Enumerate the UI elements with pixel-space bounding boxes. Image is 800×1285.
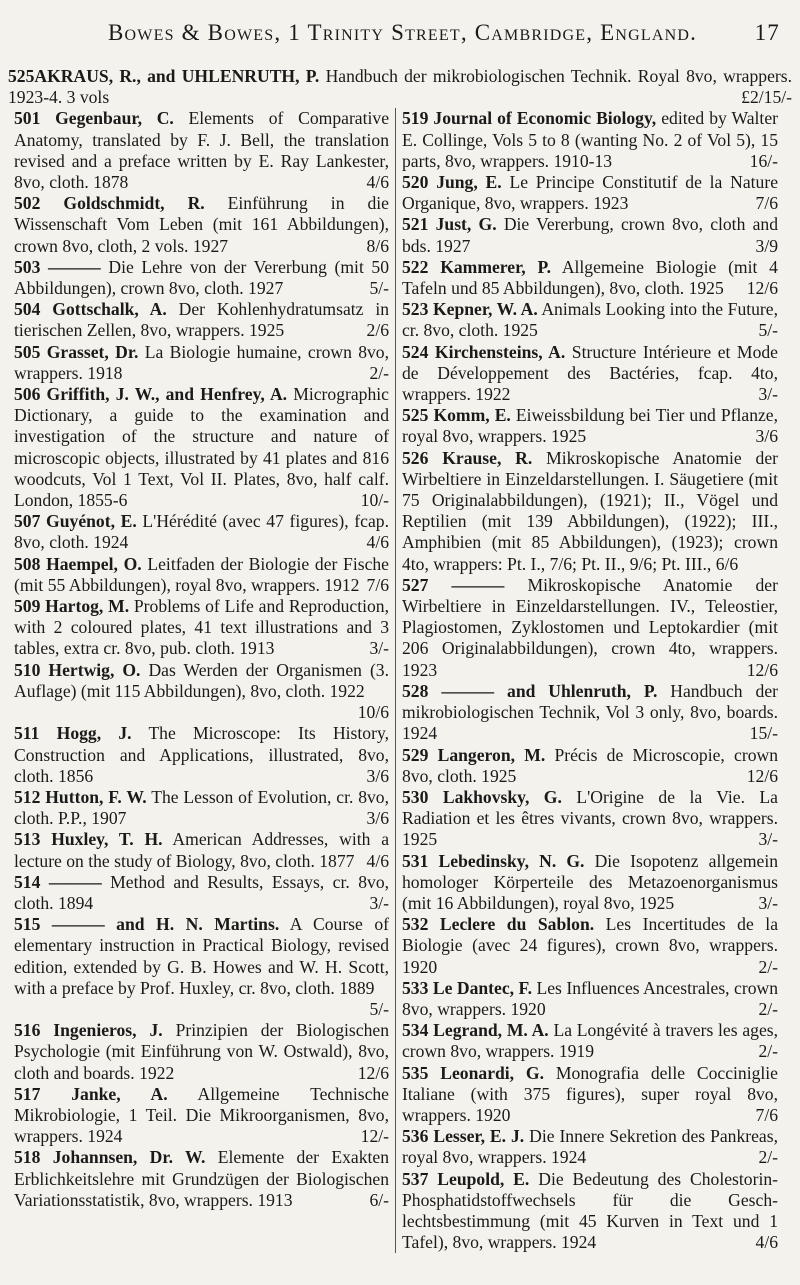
publisher-header: Bowes & Bowes, 1 Trinity Street, Cambridge, England. (108, 20, 698, 45)
entry-number: 509 (14, 596, 41, 617)
catalogue-entry (402, 448, 778, 575)
entry-text: Animals Looking into the Future, cr. 8vo, cloth. 1925 (402, 299, 778, 341)
entry-number: 524 (402, 341, 429, 362)
entry-text: Die Bedeutung des Cholestorin-Phosphatidstoffwechsels für die Gesch-lechtsbestimmung (mit 45 Kurven in Text und 1 Tafel), 8vo, wrappers. 1924 (402, 1168, 778, 1253)
entry-text: Die Lehre von der Vererbung (mit 50 Abbildungen), crown 8vo, cloth. 1927 (14, 256, 390, 299)
entry-author: Komm, E. (433, 405, 511, 426)
entry-number: 529 (402, 744, 429, 765)
entry-number: 531 (402, 850, 429, 871)
entry-text: Micrographic Dictionary, a guide to the examination and investigation of the structure and nature of microscopic objects, illustrated by 41 plates and 816 woodcuts, Vol 1 Text, Vol II. Plates, 8vo, half calf. London, 1855-6 (14, 384, 389, 511)
entry-author: Haempel, O. (46, 553, 142, 574)
entry-author: KRAUS, R., and UHLENRUTH, P. (47, 66, 320, 86)
catalogue-entry (14, 829, 389, 871)
entry-text: Structure Intérieure et Mode de Développement des Bactéries, fcap. 4to, wrappers. 1922 (402, 341, 778, 405)
entry-author: Gegenbaur, C. (55, 108, 174, 129)
catalogue-entry-wide (8, 66, 792, 108)
entry-author: Krause, R. (442, 447, 533, 468)
entry-author: Just, G. (435, 214, 497, 235)
catalogue-entry (402, 257, 778, 299)
entry-price: 3/9 (755, 235, 778, 256)
catalogue-entry (14, 257, 389, 299)
entry-author: Gottschalk, A. (52, 299, 167, 320)
entry-author: Kirchensteins, A. (434, 341, 566, 362)
entry-price: 12/- (360, 1126, 389, 1147)
entry-text: La Longévité à travers les ages, crown 8vo, wrappers. 1919 (402, 1020, 779, 1062)
entry-price: 3/6 (366, 765, 389, 786)
entry-price: 3/- (369, 892, 389, 913)
entry-text: Problems of Life and Reproduction, with 2 coloured plates, 41 text illustrations and 3 tables, extra cr. 8vo, pub. cloth. 1913 (14, 596, 389, 659)
entry-text: L'Hérédité (avec 47 figures), fcap. 8vo, cloth. 1924 (14, 511, 389, 553)
entry-price: 2/- (758, 998, 778, 1019)
page-number: 17 (754, 20, 780, 45)
entry-number: 512 (14, 786, 41, 807)
entry-number: 507 (14, 511, 41, 532)
entry-text: Elements of Comparative Anatomy, translated by F. J. Bell, the translation revised and a preface written by E. Ray Lankester, 8vo, cloth. 1878 (14, 108, 389, 193)
entry-text: La Biologie humaine, crown 8vo, wrappers. 1918 (14, 341, 389, 383)
catalogue-entry (402, 299, 778, 341)
entry-price: 8/6 (366, 235, 389, 256)
entry-number: 522 (402, 256, 429, 277)
entry-number: 526 (402, 447, 429, 468)
entry-text: Handbuch der mikrobiologischen Technik. Royal 8vo, wrappers. 1923-4. 3 vols (8, 66, 792, 108)
entry-price: 12/6 (746, 765, 778, 786)
entry-price: 3/- (369, 638, 389, 659)
entry-author: ——— and H. N. Martins. (51, 914, 280, 935)
entry-price: 4/6 (755, 1232, 778, 1253)
entry-author: Grasset, Dr. (46, 341, 139, 362)
entry-price: 4/6 (366, 850, 389, 871)
entry-author: Langeron, M. (437, 744, 546, 765)
entry-number: 513 (14, 829, 41, 850)
entry-number: 508 (14, 553, 41, 574)
catalogue-entry (402, 1063, 778, 1127)
entry-price: £2/15/- (741, 87, 792, 108)
entry-number: 527 (402, 574, 429, 595)
catalogue-entry (402, 575, 778, 681)
entry-author: Leclere du Sablon. (439, 914, 595, 935)
entry-price: 12/6 (746, 659, 778, 680)
catalogue-entry (402, 787, 778, 851)
entry-number: 521 (402, 214, 429, 235)
catalogue-entry (402, 108, 778, 172)
catalogue-entry (402, 172, 778, 214)
entry-number: 515 (14, 914, 41, 935)
catalogue-entry (402, 1020, 778, 1062)
entry-number: 525A (8, 66, 48, 86)
catalogue-entry (402, 342, 778, 406)
catalogue-entry (402, 214, 778, 256)
entry-author: ——— and Uhlenruth, P. (441, 680, 658, 701)
entry-text: Das Werden der Organismen (3. Auflage) (mit 115 Abbildungen), 8vo, cloth. 1922 (14, 659, 389, 701)
right-column (396, 108, 784, 1253)
entry-price: 12/6 (357, 1062, 389, 1083)
entry-text: A Course of elementary instruction in Practical Biology, revised edition, extended by G. B. Howes and W. H. Scott, with a preface by Prof. Huxley, cr. 8vo, cloth. 1889 (14, 914, 389, 998)
entry-text: L'Origine de la Vie. La Radiation et les êtres vivants, crown 8vo, wrappers. 1925 (402, 786, 778, 850)
catalogue-entry (14, 596, 389, 660)
entry-author: Leonardi, G. (440, 1062, 545, 1083)
entry-number: 504 (14, 299, 41, 320)
entry-price: 12/6 (746, 278, 778, 299)
entry-number: 518 (14, 1147, 41, 1168)
entry-number: 514 (14, 871, 41, 892)
entry-author: Johannsen, Dr. W. (52, 1147, 206, 1168)
entry-price: 2/6 (366, 320, 389, 341)
entry-text: Précis de Microscopie, crown 8vo, cloth. 1925 (402, 744, 779, 786)
entry-text: Mikroskopische Anatomie der Wirbeltiere in Einzeldarstellungen. IV., Teleostier, Plagiostomen, Zyklostomen und Leptokardier (mit 206 Originalabbildungen), crown 4to, wrappers. 1923 (402, 574, 778, 680)
entry-text: Einführung in die Wissenschaft Vom Leben (mit 161 Abbildungen), crown 8vo, cloth, 2 vols. 1927 (14, 193, 389, 256)
catalogue-entry (402, 914, 778, 978)
entry-number: 528 (402, 680, 429, 701)
entry-number: 537 (402, 1168, 429, 1189)
entry-author: Kammerer, P. (440, 256, 551, 277)
entry-number: 511 (14, 723, 40, 744)
entry-text: Handbuch der mikrobiologischen Technik, Vol 3 only, 8vo, boards. 1924 (402, 680, 778, 744)
catalogue-entry (14, 872, 389, 914)
entry-author: Goldschmidt, R. (63, 193, 205, 214)
entry-price: 5/- (369, 278, 389, 299)
entry-author: ——— (47, 256, 101, 277)
entry-author: Le Dantec, F. (432, 977, 533, 998)
entry-price: 16/- (749, 150, 778, 171)
entry-price: 2/- (758, 1041, 778, 1062)
entry-number: 510 (14, 659, 41, 680)
entry-author: ——— (451, 574, 505, 595)
entry-price: 6/- (369, 1189, 389, 1210)
entry-author: Ingenieros, J. (53, 1020, 163, 1041)
entry-text: The Microscope: Its History, Construction and Applications, illustrated, 8vo, cloth. 1856 (14, 723, 389, 786)
entry-price: 3/- (758, 892, 778, 913)
entry-price: 4/6 (366, 172, 389, 193)
entry-number: 525 (402, 405, 429, 426)
entry-author: Hartog, M. (45, 596, 130, 617)
catalogue-entry (14, 511, 389, 553)
catalogue-entry (14, 342, 389, 384)
entry-author: Kepner, W. A. (432, 299, 538, 320)
entry-number: 505 (14, 341, 41, 362)
entry-price: 10/6 (357, 702, 389, 723)
entry-price: 3/6 (755, 426, 778, 447)
catalogue-entry (14, 299, 389, 341)
entry-text: American Addresses, with a lecture on the study of Biology, 8vo, cloth. 1877 (14, 829, 390, 871)
entry-number: 535 (402, 1062, 429, 1083)
entry-number: 520 (402, 172, 429, 193)
entry-number: 516 (14, 1020, 41, 1041)
entry-author: Janke, A. (71, 1083, 168, 1104)
entry-number: 517 (14, 1083, 41, 1104)
entry-text: Les Influences Ancestrales, crown 8vo, wrappers. 1920 (402, 977, 778, 1019)
entry-text: Les Incertitudes de la Biologie (avec 24 figures), crown 8vo, wrappers. 1920 (402, 914, 779, 977)
catalogue-entry (14, 660, 389, 724)
entry-price: 2/- (758, 1147, 778, 1168)
catalogue-entry (402, 978, 778, 1020)
entry-text: Allgemeine Technische Mikrobiologie, 1 Teil. Die Mikroorganismen, 8vo, wrappers. 1924 (14, 1083, 389, 1147)
entry-author: Hogg, J. (56, 723, 132, 744)
entry-price: 7/6 (366, 574, 389, 595)
catalogue-entry (14, 723, 389, 787)
catalogue-entry (14, 914, 389, 1020)
entry-text: Prinzipien der Biologischen Psychologie (mit Einführung von W. Ostwald), 8vo, cloth and boards. 1922 (14, 1020, 389, 1083)
catalogue-entry (14, 384, 389, 511)
entry-number: 532 (402, 914, 429, 935)
entry-text: Allgemeine Biologie (mit 4 Tafeln und 85 Abbildungen), 8vo, cloth. 1925 (402, 256, 778, 299)
left-column (8, 108, 396, 1253)
catalogue-entry (14, 1084, 389, 1148)
entry-number: 530 (402, 786, 429, 807)
catalogue-entry (14, 1020, 389, 1084)
entry-author: Hutton, F. W. (45, 786, 147, 807)
entry-author: Griffith, J. W., and Henfrey, A. (46, 384, 288, 405)
entry-author: Legrand, M. A. (433, 1020, 549, 1041)
entry-price: 5/- (758, 320, 778, 341)
entry-text: Die Innere Sekretion des Pankreas, royal 8vo, wrappers. 1924 (402, 1126, 778, 1168)
entry-price: 7/6 (755, 193, 778, 214)
catalogue-entry (402, 405, 778, 447)
entry-text: Mikroskopische Anatomie der Wirbeltiere in Einzeldarstellungen. I. Säugetiere (mit 75 Originalabbildungen), (1921); II., Vögel und Reptilien (mit 139 Abbildungen), (1922); III., Amphibien (mit 85 Abbildungen), (1923); crown 4to, wrappers: Pt. I., 7/6; Pt. II., 9/6; Pt. III., 6/6 (402, 447, 778, 574)
entry-price: 5/- (369, 998, 389, 1019)
entry-text: Eiweissbildung bei Tier und Pflanze, royal 8vo, wrappers. 1925 (402, 405, 779, 447)
catalogue-page (8, 0, 792, 1253)
entry-text: Die Isopotenz allgemein homologer Körperteile des Metazoenorganismus (mit 16 Abbildungen), royal 8vo, 1925 (402, 850, 779, 913)
entry-number: 534 (402, 1020, 429, 1041)
entry-author: Guyénot, E. (46, 511, 137, 532)
catalogue-entry (402, 1126, 778, 1168)
entry-author: ——— (48, 871, 102, 892)
entry-author: Huxley, T. H. (51, 829, 163, 850)
entry-number: 506 (14, 384, 41, 405)
entry-price: 3/- (758, 829, 778, 850)
entry-number: 533 (402, 977, 429, 998)
entry-author: Journal of Economic Biology, (433, 108, 657, 129)
entry-author: Hertwig, O. (48, 659, 141, 680)
entry-price: 7/6 (755, 1104, 778, 1125)
entry-number: 519 (402, 108, 429, 129)
entry-number: 502 (14, 193, 41, 214)
entry-text: Die Vererbung, crown 8vo, cloth and bds. 1927 (402, 214, 778, 256)
catalogue-entry (14, 554, 389, 596)
catalogue-entry (14, 193, 389, 257)
entry-number: 523 (402, 299, 429, 320)
entry-price: 2/- (369, 362, 389, 383)
catalogue-entry (402, 681, 778, 745)
entry-number: 503 (14, 256, 41, 277)
entry-text: The Lesson of Evolution, cr. 8vo, cloth. P.P., 1907 (14, 786, 389, 829)
entry-price: 3/- (758, 384, 778, 405)
entry-author: Lesser, E. J. (433, 1126, 525, 1147)
entry-text: Leitfaden der Biologie der Fische (mit 55 Abbildungen), royal 8vo, wrappers. 1912 (14, 553, 389, 595)
catalogue-entry (402, 745, 778, 787)
catalogue-entry (402, 1169, 778, 1254)
catalogue-entry (14, 1147, 389, 1211)
entry-text: Elemente der Exakten Erblichkeitslehre mit Grundzügen der Biologischen Variationsstatistik, 8vo, wrappers. 1913 (14, 1147, 389, 1210)
entry-text: Le Principe Constitutif de la Nature Organique, 8vo, wrappers. 1923 (402, 172, 779, 214)
catalogue-columns (8, 108, 792, 1253)
entry-price: 2/- (758, 956, 778, 977)
entry-price: 10/- (360, 490, 389, 511)
entry-text: Monografia delle Cocciniglie Italiane (with 375 figures), super royal 8vo, wrappers. 1920 (402, 1062, 778, 1125)
entry-number: 536 (402, 1126, 429, 1147)
entry-author: Leupold, E. (437, 1168, 530, 1189)
entry-author: Jung, E. (436, 172, 502, 193)
entry-text: Method and Results, Essays, cr. 8vo, cloth. 1894 (14, 871, 390, 913)
entry-price: 15/- (749, 723, 778, 744)
running-head (8, 20, 792, 66)
entry-price: 3/6 (366, 808, 389, 829)
entry-author: Lebedinsky, N. G. (438, 850, 585, 871)
entry-text: edited by Walter E. Collinge, Vols 5 to 8 (wanting No. 2 of Vol 5), 15 parts, 8vo, wrappers. 1910-13 (402, 108, 778, 171)
catalogue-entry (14, 108, 389, 193)
catalogue-entry (402, 851, 778, 915)
entry-number: 501 (14, 108, 41, 129)
catalogue-entry (14, 787, 389, 829)
entry-text: Der Kohlenhydratumsatz in tierischen Zellen, 8vo, wrappers. 1925 (14, 299, 390, 341)
entry-author: Lakhovsky, G. (442, 786, 562, 807)
entry-price: 4/6 (366, 532, 389, 553)
